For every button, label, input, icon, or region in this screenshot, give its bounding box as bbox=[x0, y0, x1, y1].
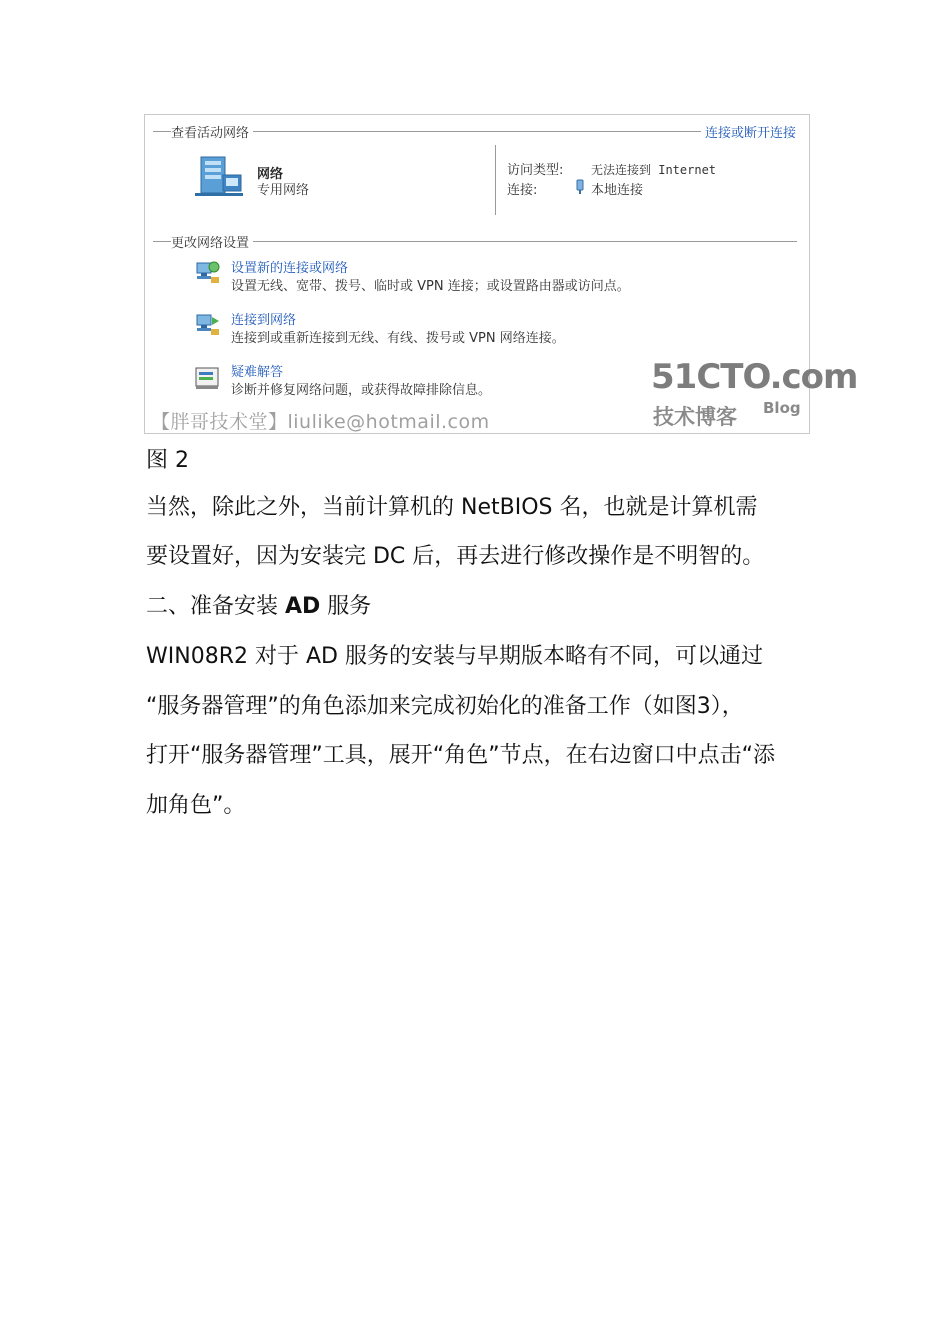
section-heading bbox=[146, 596, 371, 618]
author-watermark: 【胖哥技术堂】liulike@hotmail.com bbox=[151, 411, 490, 433]
access-type-value: 无法连接到 Internet bbox=[591, 163, 717, 177]
connect-network-icon bbox=[193, 311, 221, 337]
blog-watermark: Blog bbox=[763, 399, 801, 417]
troubleshoot-icon bbox=[193, 365, 221, 391]
network-setup-icon bbox=[193, 259, 221, 285]
paragraph2-line1: WIN08R2 对于 AD 服务的安装与早期版本略有不同，可以通过 bbox=[146, 644, 763, 669]
task-connect-link[interactable]: 连接到网络 bbox=[231, 313, 297, 328]
paragraph1-line2: 要设置好，因为安装完 DC 后，再去进行修改操作是不明智的。 bbox=[146, 544, 765, 569]
figure-caption: 图 2 bbox=[146, 448, 189, 473]
site-sub-watermark: 技术博客 bbox=[653, 405, 737, 429]
section1-title: 查看活动网络 bbox=[171, 122, 253, 141]
network-center-screenshot bbox=[144, 114, 858, 434]
paragraph1-line1: 当然，除此之外，当前计算机的 NetBIOS 名，也就是计算机需 bbox=[146, 495, 758, 520]
ethernet-icon bbox=[575, 179, 585, 195]
heading-bold: AD bbox=[285, 594, 321, 619]
vertical-divider bbox=[495, 145, 496, 215]
task-connect-desc: 连接到或重新连接到无线、有线、拨号或 VPN 网络连接。 bbox=[231, 331, 565, 346]
task-setup-link[interactable]: 设置新的连接或网络 bbox=[231, 261, 349, 276]
local-connection-link[interactable]: 本地连接 bbox=[591, 183, 644, 198]
task-setup-desc: 设置无线、宽带、拨号、临时或 VPN 连接；或设置路由器或访问点。 bbox=[231, 279, 630, 294]
section2-title: 更改网络设置 bbox=[171, 232, 253, 251]
disconnect-link[interactable]: 连接或断开连接 bbox=[701, 122, 800, 141]
network-icon bbox=[193, 153, 245, 199]
paragraph2-line2: “服务器管理”的角色添加来完成初始化的准备工作（如图3）， bbox=[146, 694, 744, 719]
paragraph2-line3: 打开“服务器管理”工具，展开“角色”节点，在右边窗口中点击“添 bbox=[146, 743, 775, 768]
network-name: 网络 bbox=[257, 167, 284, 182]
network-type: 专用网络 bbox=[257, 183, 310, 198]
connection-label: 连接: bbox=[507, 183, 538, 198]
paragraph2-line4: 加角色”。 bbox=[146, 793, 246, 818]
site-logo-watermark: 51CTO.com bbox=[651, 357, 858, 397]
heading-suffix: 服务 bbox=[320, 594, 372, 619]
access-type-label: 访问类型: bbox=[507, 163, 564, 178]
task-troubleshoot-desc: 诊断并修复网络问题，或获得故障排除信息。 bbox=[231, 383, 492, 398]
task-troubleshoot-link[interactable]: 疑难解答 bbox=[231, 365, 284, 380]
heading-prefix: 二、准备安装 bbox=[146, 594, 285, 619]
